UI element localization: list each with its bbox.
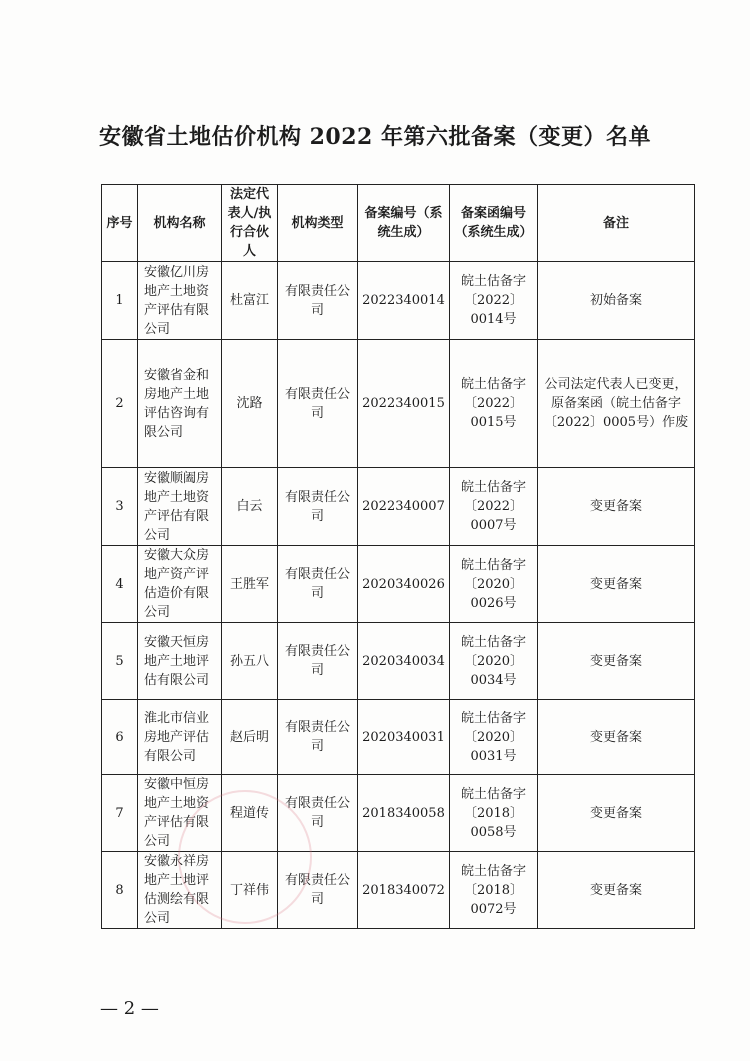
header-seq: 序号 [102, 185, 138, 262]
cell-type: 有限责任公司 [278, 340, 358, 468]
cell-seq: 6 [102, 700, 138, 775]
cell-type: 有限责任公司 [278, 468, 358, 546]
cell-note: 初始备案 [538, 262, 695, 340]
header-type: 机构类型 [278, 185, 358, 262]
table-row [102, 546, 695, 623]
cell-seq: 5 [102, 623, 138, 700]
header-code: 备案编号（系统生成） [358, 185, 450, 262]
cell-rep: 王胜军 [222, 546, 278, 623]
cell-letter: 皖土估备字〔2022〕0007号 [450, 468, 538, 546]
cell-org-name: 安徽中恒房地产土地资产评估有限公司 [138, 775, 222, 852]
cell-note: 变更备案 [538, 775, 695, 852]
cell-rep: 程道传 [222, 775, 278, 852]
cell-code: 2020340034 [358, 623, 450, 700]
cell-org-name: 安徽亿川房地产土地资产评估有限公司 [138, 262, 222, 340]
table-row [102, 700, 695, 775]
cell-code: 2018340058 [358, 775, 450, 852]
table-row [102, 623, 695, 700]
registry-table [101, 184, 695, 929]
cell-letter: 皖土估备字〔2022〕0014号 [450, 262, 538, 340]
cell-seq: 3 [102, 468, 138, 546]
cell-seq: 1 [102, 262, 138, 340]
cell-note: 变更备案 [538, 700, 695, 775]
cell-code: 2022340014 [358, 262, 450, 340]
cell-code: 2020340031 [358, 700, 450, 775]
document-title: 安徽省土地估价机构 2022 年第六批备案（变更）名单 [98, 124, 652, 150]
table-header-row [102, 185, 695, 262]
cell-rep: 白云 [222, 468, 278, 546]
cell-seq: 7 [102, 775, 138, 852]
table-row [102, 775, 695, 852]
cell-type: 有限责任公司 [278, 546, 358, 623]
cell-note: 变更备案 [538, 546, 695, 623]
header-rep: 法定代表人/执行合伙人 [222, 185, 278, 262]
cell-code: 2022340007 [358, 468, 450, 546]
table-row [102, 852, 695, 929]
cell-type: 有限责任公司 [278, 623, 358, 700]
cell-letter: 皖土估备字〔2022〕0015号 [450, 340, 538, 468]
cell-note: 公司法定代表人已变更，原备案函（皖土估备字〔2022〕0005号）作废 [538, 340, 695, 468]
cell-note: 变更备案 [538, 468, 695, 546]
cell-letter: 皖土估备字〔2018〕0072号 [450, 852, 538, 929]
cell-code: 2022340015 [358, 340, 450, 468]
cell-seq: 2 [102, 340, 138, 468]
cell-rep: 孙五八 [222, 623, 278, 700]
cell-type: 有限责任公司 [278, 775, 358, 852]
table-row [102, 340, 695, 468]
cell-type: 有限责任公司 [278, 262, 358, 340]
table-row [102, 468, 695, 546]
cell-code: 2020340026 [358, 546, 450, 623]
cell-letter: 皖土估备字〔2020〕0026号 [450, 546, 538, 623]
cell-org-name: 安徽省金和房地产土地评估咨询有限公司 [138, 340, 222, 468]
table-row [102, 262, 695, 340]
cell-org-name: 淮北市信业房地产评估有限公司 [138, 700, 222, 775]
cell-rep: 杜富江 [222, 262, 278, 340]
page-number: — 2 — [100, 998, 159, 1019]
cell-org-name: 安徽顺阖房地产土地资产评估有限公司 [138, 468, 222, 546]
header-letter: 备案函编号（系统生成） [450, 185, 538, 262]
cell-seq: 8 [102, 852, 138, 929]
header-name: 机构名称 [138, 185, 222, 262]
cell-note: 变更备案 [538, 623, 695, 700]
cell-type: 有限责任公司 [278, 852, 358, 929]
header-note: 备注 [538, 185, 695, 262]
cell-letter: 皖土估备字〔2018〕0058号 [450, 775, 538, 852]
cell-org-name: 安徽永祥房地产土地评估测绘有限公司 [138, 852, 222, 929]
cell-letter: 皖土估备字〔2020〕0031号 [450, 700, 538, 775]
cell-rep: 沈路 [222, 340, 278, 468]
cell-rep: 丁祥伟 [222, 852, 278, 929]
cell-code: 2018340072 [358, 852, 450, 929]
cell-note: 变更备案 [538, 852, 695, 929]
cell-org-name: 安徽天恒房地产土地评估有限公司 [138, 623, 222, 700]
cell-letter: 皖土估备字〔2020〕0034号 [450, 623, 538, 700]
cell-org-name: 安徽大众房地产资产评估造价有限公司 [138, 546, 222, 623]
cell-seq: 4 [102, 546, 138, 623]
cell-type: 有限责任公司 [278, 700, 358, 775]
cell-rep: 赵后明 [222, 700, 278, 775]
